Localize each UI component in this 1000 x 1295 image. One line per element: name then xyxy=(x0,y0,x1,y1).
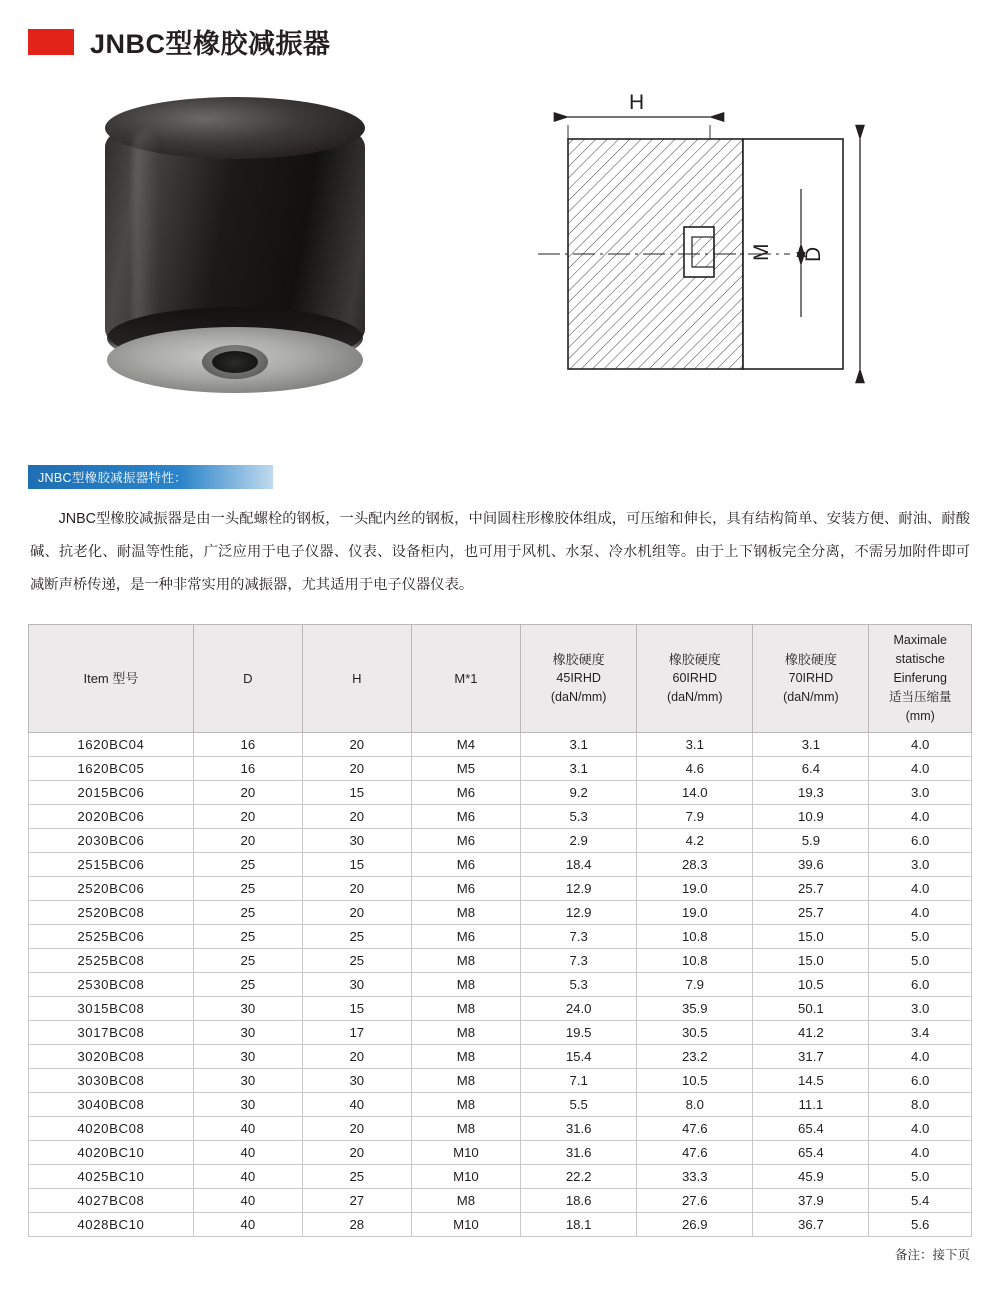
cell-value: M10 xyxy=(411,1141,520,1165)
cell-value: 10.5 xyxy=(753,973,869,997)
cell-value: 4.0 xyxy=(869,1045,972,1069)
cell-value: 5.0 xyxy=(869,949,972,973)
th-hardness-60-l1: 橡胶硬度 xyxy=(668,652,721,667)
cell-value: M8 xyxy=(411,1045,520,1069)
th-hardness-45-l2: 45IRHD xyxy=(556,671,601,685)
table-row xyxy=(29,1021,972,1045)
cell-value: M6 xyxy=(411,781,520,805)
cell-value: 10.9 xyxy=(753,805,869,829)
cell-value: 5.0 xyxy=(869,925,972,949)
cell-value: 4.6 xyxy=(637,757,753,781)
cell-value: M8 xyxy=(411,901,520,925)
cell-value: 19.5 xyxy=(521,1021,637,1045)
cell-item: 2520BC06 xyxy=(29,877,194,901)
cell-value: M4 xyxy=(411,733,520,757)
cell-value: 25 xyxy=(193,949,302,973)
cell-item: 1620BC05 xyxy=(29,757,194,781)
cell-value: 5.9 xyxy=(753,829,869,853)
cell-value: 2.9 xyxy=(521,829,637,853)
cell-value: 20 xyxy=(302,877,411,901)
th-hardness-60 xyxy=(637,625,753,733)
cell-value: 27 xyxy=(302,1189,411,1213)
cell-value: 24.0 xyxy=(521,997,637,1021)
cell-value: 22.2 xyxy=(521,1165,637,1189)
table-row xyxy=(29,877,972,901)
cell-value: M6 xyxy=(411,925,520,949)
cell-value: 4.0 xyxy=(869,901,972,925)
cell-value: 40 xyxy=(193,1141,302,1165)
th-item-label: Item 型号 xyxy=(83,671,139,686)
cell-value: M10 xyxy=(411,1165,520,1189)
cell-value: 12.9 xyxy=(521,901,637,925)
figures-area xyxy=(0,69,1000,459)
cell-value: 33.3 xyxy=(637,1165,753,1189)
th-max-l3: Einferung xyxy=(893,671,947,685)
th-max-l5: (mm) xyxy=(905,709,935,723)
photo-highlight xyxy=(133,131,159,331)
table-row xyxy=(29,1045,972,1069)
cell-value: 31.6 xyxy=(521,1117,637,1141)
table-row xyxy=(29,757,972,781)
drawing-svg xyxy=(520,79,940,439)
cell-value: 6.4 xyxy=(753,757,869,781)
table-row xyxy=(29,997,972,1021)
cell-value: 65.4 xyxy=(753,1141,869,1165)
table-row xyxy=(29,805,972,829)
cell-value: 39.6 xyxy=(753,853,869,877)
th-d-label: D xyxy=(243,671,253,686)
cell-item: 4020BC08 xyxy=(29,1117,194,1141)
cell-value: 4.0 xyxy=(869,1141,972,1165)
th-hardness-60-l3: (daN/mm) xyxy=(666,690,723,704)
cell-value: 47.6 xyxy=(637,1117,753,1141)
cell-value: 26.9 xyxy=(637,1213,753,1237)
cell-value: 4.0 xyxy=(869,1117,972,1141)
cell-value: 28 xyxy=(302,1213,411,1237)
cell-value: M8 xyxy=(411,1021,520,1045)
cell-value: 36.7 xyxy=(753,1213,869,1237)
cell-value: 3.1 xyxy=(637,733,753,757)
cell-item: 4027BC08 xyxy=(29,1189,194,1213)
cell-value: 3.0 xyxy=(869,853,972,877)
cell-item: 2020BC06 xyxy=(29,805,194,829)
cell-value: 20 xyxy=(302,901,411,925)
cell-value: 30 xyxy=(193,997,302,1021)
cell-value: 6.0 xyxy=(869,829,972,853)
th-hardness-70-l1: 橡胶硬度 xyxy=(784,652,837,667)
cell-value: 20 xyxy=(193,805,302,829)
cell-value: 40 xyxy=(302,1093,411,1117)
cell-value: 27.6 xyxy=(637,1189,753,1213)
table-row xyxy=(29,733,972,757)
cell-value: 10.8 xyxy=(637,925,753,949)
cell-value: 7.3 xyxy=(521,949,637,973)
thread-hole xyxy=(212,351,258,373)
cell-value: 25 xyxy=(193,925,302,949)
table-row xyxy=(29,1213,972,1237)
table-row xyxy=(29,853,972,877)
cell-value: 30 xyxy=(302,1069,411,1093)
cell-value: 25 xyxy=(302,925,411,949)
page-header xyxy=(0,0,1000,61)
cell-value: 30 xyxy=(193,1069,302,1093)
cell-value: 6.0 xyxy=(869,973,972,997)
cell-value: 3.0 xyxy=(869,781,972,805)
cell-value: 9.2 xyxy=(521,781,637,805)
cell-value: 5.5 xyxy=(521,1093,637,1117)
cell-value: 30 xyxy=(193,1045,302,1069)
cell-value: M8 xyxy=(411,1069,520,1093)
cell-value: 8.0 xyxy=(637,1093,753,1117)
cell-item: 3020BC08 xyxy=(29,1045,194,1069)
th-hardness-45-l1: 橡胶硬度 xyxy=(552,652,605,667)
table-row xyxy=(29,1093,972,1117)
cell-value: 17 xyxy=(302,1021,411,1045)
cell-value: 14.5 xyxy=(753,1069,869,1093)
page-title: JNBC型橡胶减振器 xyxy=(90,29,331,59)
cell-value: 20 xyxy=(193,781,302,805)
table-row xyxy=(29,1069,972,1093)
cell-value: 19.3 xyxy=(753,781,869,805)
cell-value: 31.6 xyxy=(521,1141,637,1165)
cell-value: 40 xyxy=(193,1213,302,1237)
cell-item: 2030BC06 xyxy=(29,829,194,853)
cell-value: 25 xyxy=(193,973,302,997)
table-row xyxy=(29,901,972,925)
cell-value: 25 xyxy=(193,877,302,901)
cell-item: 2515BC06 xyxy=(29,853,194,877)
cell-value: 20 xyxy=(302,757,411,781)
cell-item: 4025BC10 xyxy=(29,1165,194,1189)
cell-value: 19.0 xyxy=(637,901,753,925)
cell-item: 2530BC08 xyxy=(29,973,194,997)
cell-item: 1620BC04 xyxy=(29,733,194,757)
cell-item: 3030BC08 xyxy=(29,1069,194,1093)
cell-value: 5.3 xyxy=(521,973,637,997)
table-row xyxy=(29,973,972,997)
cell-value: 30 xyxy=(193,1093,302,1117)
cell-value: M8 xyxy=(411,973,520,997)
cell-value: 18.1 xyxy=(521,1213,637,1237)
cell-value: 5.0 xyxy=(869,1165,972,1189)
th-h xyxy=(302,625,411,733)
cell-value: 40 xyxy=(193,1117,302,1141)
cell-value: 14.0 xyxy=(637,781,753,805)
cell-item: 3017BC08 xyxy=(29,1021,194,1045)
cell-value: 16 xyxy=(193,757,302,781)
table-row xyxy=(29,1141,972,1165)
cell-value: 8.0 xyxy=(869,1093,972,1117)
cell-value: 30 xyxy=(302,829,411,853)
cell-value: 20 xyxy=(302,733,411,757)
cell-value: 15 xyxy=(302,853,411,877)
cell-item: 2015BC06 xyxy=(29,781,194,805)
table-row xyxy=(29,781,972,805)
th-hardness-70 xyxy=(753,625,869,733)
cell-value: 3.1 xyxy=(753,733,869,757)
cell-value: 40 xyxy=(193,1165,302,1189)
cell-value: 20 xyxy=(302,1045,411,1069)
cell-value: 31.7 xyxy=(753,1045,869,1069)
spec-table-head xyxy=(29,625,972,733)
cell-item: 3040BC08 xyxy=(29,1093,194,1117)
cell-value: 3.1 xyxy=(521,757,637,781)
cell-value: 15.0 xyxy=(753,925,869,949)
feature-banner-label: JNBC型橡胶减振器特性： xyxy=(38,471,188,485)
cell-value: 7.1 xyxy=(521,1069,637,1093)
cell-value: 30 xyxy=(302,973,411,997)
dimension-label-h: H xyxy=(629,91,645,114)
th-m-label: M*1 xyxy=(454,671,478,686)
cell-value: 25 xyxy=(302,1165,411,1189)
cell-value: 5.3 xyxy=(521,805,637,829)
cell-value: 20 xyxy=(302,805,411,829)
cell-value: M10 xyxy=(411,1213,520,1237)
cell-value: 20 xyxy=(302,1117,411,1141)
th-hardness-45 xyxy=(521,625,637,733)
th-max-l2: statische xyxy=(895,652,945,666)
cell-item: 2525BC08 xyxy=(29,949,194,973)
cell-value: 12.9 xyxy=(521,877,637,901)
th-hardness-70-l2: 70IRHD xyxy=(788,671,834,685)
cell-value: 40 xyxy=(193,1189,302,1213)
cell-value: M5 xyxy=(411,757,520,781)
table-row xyxy=(29,949,972,973)
cell-value: 23.2 xyxy=(637,1045,753,1069)
cell-value: M6 xyxy=(411,853,520,877)
cell-item: 4028BC10 xyxy=(29,1213,194,1237)
spec-table xyxy=(28,624,972,1237)
cell-value: M6 xyxy=(411,829,520,853)
th-max-static xyxy=(869,625,972,733)
cell-value: 4.0 xyxy=(869,757,972,781)
technical-drawing xyxy=(520,79,940,439)
header-red-marker xyxy=(28,29,74,55)
cell-value: 50.1 xyxy=(753,997,869,1021)
cell-item: 2525BC06 xyxy=(29,925,194,949)
cell-value: 11.1 xyxy=(753,1093,869,1117)
th-hardness-70-l3: (daN/mm) xyxy=(783,690,839,704)
dimension-label-d: D xyxy=(802,246,825,262)
cell-value: 28.3 xyxy=(637,853,753,877)
cell-value: M8 xyxy=(411,997,520,1021)
cell-value: M8 xyxy=(411,1093,520,1117)
cell-value: 15 xyxy=(302,997,411,1021)
cell-value: M8 xyxy=(411,1117,520,1141)
cell-value: 3.1 xyxy=(521,733,637,757)
th-hardness-45-l3: (daN/mm) xyxy=(550,690,607,704)
cell-value: 4.2 xyxy=(637,829,753,853)
table-row xyxy=(29,829,972,853)
cell-value: 10.5 xyxy=(637,1069,753,1093)
cell-value: 25 xyxy=(193,853,302,877)
th-d xyxy=(193,625,302,733)
cell-value: 25 xyxy=(193,901,302,925)
cell-value: M6 xyxy=(411,805,520,829)
cell-value: 15.4 xyxy=(521,1045,637,1069)
product-description: JNBC型橡胶减振器是由一头配螺栓的钢板，一头配内丝的钢板，中间圆柱形橡胶体组成，可压缩和伸长，具有结构简单、安装方便、耐油、耐酸碱、抗老化、耐温等性能，广泛应用于电子仪器、仪表、设备柜内，也可用于风机、水泵、冷水机组等。由于上下钢板完全分离，不需另加附件即可减断声桥传递，是一种非常实用的减振器，尤其适用于电子仪器仪表。 xyxy=(30,511,970,593)
cell-value: 20 xyxy=(193,829,302,853)
cell-value: 7.9 xyxy=(637,973,753,997)
cell-value: 47.6 xyxy=(637,1141,753,1165)
cell-value: 18.4 xyxy=(521,853,637,877)
th-max-l1: Maximale xyxy=(893,633,947,647)
cell-value: 16 xyxy=(193,733,302,757)
cell-value: 5.6 xyxy=(869,1213,972,1237)
feature-banner xyxy=(28,465,273,489)
cell-value: 45.9 xyxy=(753,1165,869,1189)
cell-value: 25.7 xyxy=(753,901,869,925)
cell-value: 4.0 xyxy=(869,877,972,901)
table-header-row xyxy=(29,625,972,733)
cell-value: 15.0 xyxy=(753,949,869,973)
cell-value: 7.3 xyxy=(521,925,637,949)
cell-value: 10.8 xyxy=(637,949,753,973)
spec-table-wrap xyxy=(28,624,972,1237)
th-h-label: H xyxy=(352,671,362,686)
cell-item: 2520BC08 xyxy=(29,901,194,925)
cell-item: 4020BC10 xyxy=(29,1141,194,1165)
cell-value: 35.9 xyxy=(637,997,753,1021)
table-row xyxy=(29,925,972,949)
cell-value: 15 xyxy=(302,781,411,805)
table-row xyxy=(29,1117,972,1141)
cell-value: 30.5 xyxy=(637,1021,753,1045)
footer-note: 备注：接下页 xyxy=(894,1248,970,1262)
th-item xyxy=(29,625,194,733)
cell-value: M6 xyxy=(411,877,520,901)
cell-value: 4.0 xyxy=(869,733,972,757)
cell-value: 65.4 xyxy=(753,1117,869,1141)
cell-value: 25.7 xyxy=(753,877,869,901)
cell-value: 5.4 xyxy=(869,1189,972,1213)
dimension-label-m: M xyxy=(750,243,773,261)
table-row xyxy=(29,1189,972,1213)
cell-value: 4.0 xyxy=(869,805,972,829)
cell-value: 20 xyxy=(302,1141,411,1165)
cell-value: 30 xyxy=(193,1021,302,1045)
th-max-l4: 适当压缩量 xyxy=(888,690,952,704)
cell-value: M8 xyxy=(411,949,520,973)
cell-value: 19.0 xyxy=(637,877,753,901)
cell-item: 3015BC08 xyxy=(29,997,194,1021)
spec-table-body xyxy=(29,733,972,1237)
table-row xyxy=(29,1165,972,1189)
cell-value: 18.6 xyxy=(521,1189,637,1213)
cell-value: 37.9 xyxy=(753,1189,869,1213)
cell-value: 25 xyxy=(302,949,411,973)
th-hardness-60-l2: 60IRHD xyxy=(672,671,717,685)
product-photo xyxy=(95,97,395,417)
cell-value: 3.4 xyxy=(869,1021,972,1045)
cell-value: 41.2 xyxy=(753,1021,869,1045)
cell-value: 6.0 xyxy=(869,1069,972,1093)
th-m xyxy=(411,625,520,733)
cell-value: M8 xyxy=(411,1189,520,1213)
cell-value: 7.9 xyxy=(637,805,753,829)
cell-value: 3.0 xyxy=(869,997,972,1021)
